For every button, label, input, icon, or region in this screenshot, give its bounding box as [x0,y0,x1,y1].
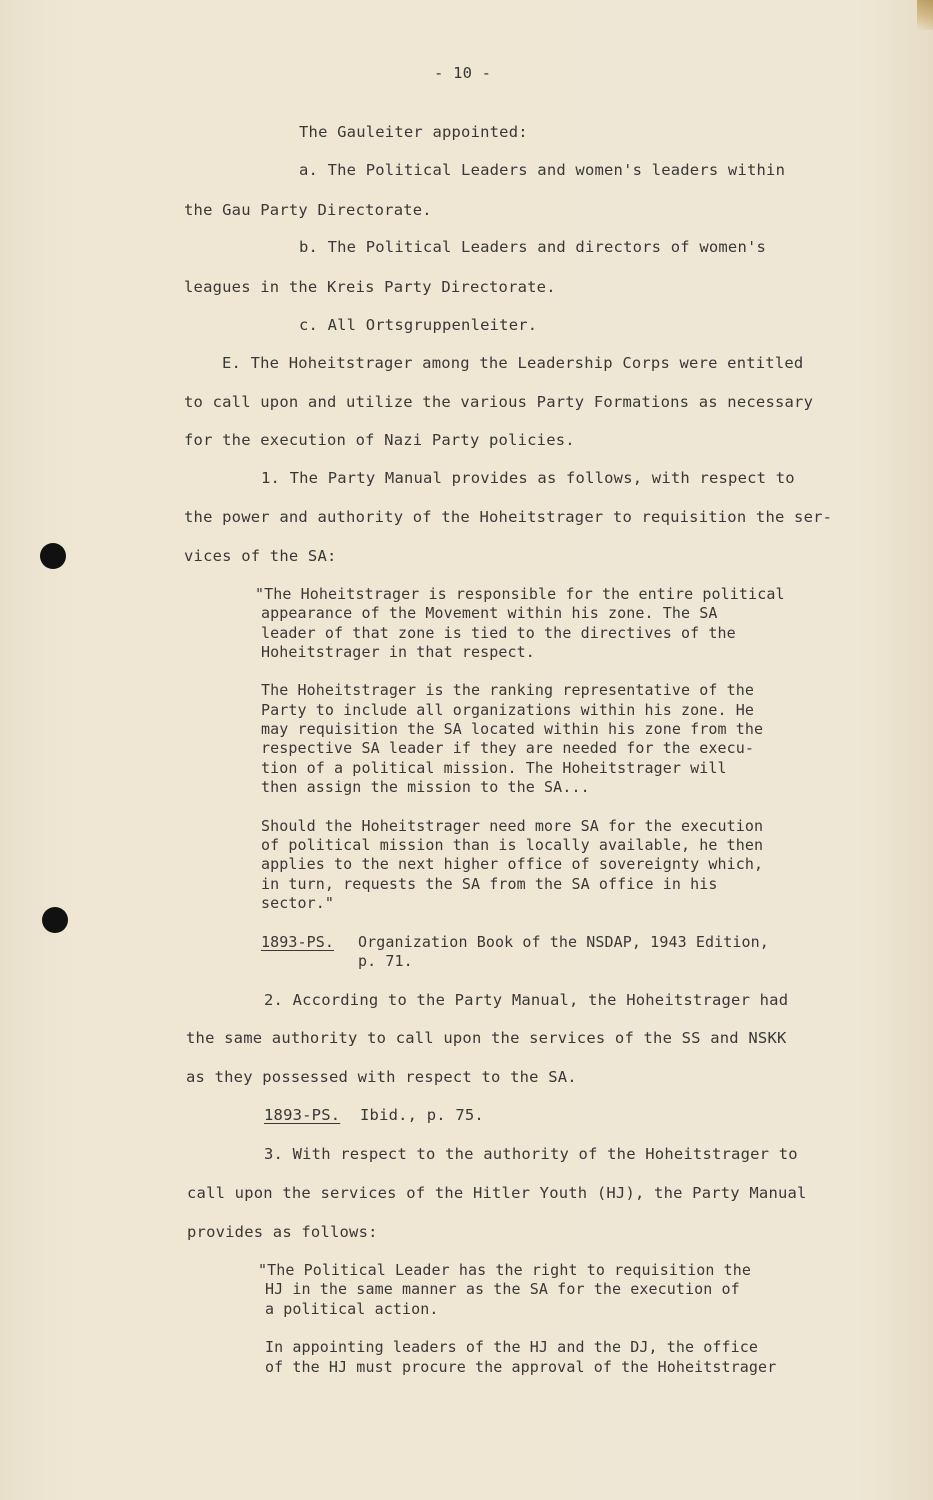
text-line: a. The Political Leaders and women's leaders within [299,161,786,179]
text-line: c. All Ortsgruppenleiter. [299,316,538,334]
text-line: The Gauleiter appointed: [299,123,528,141]
quote-line: Hoheitstrager in that respect. [261,643,535,661]
quote-line: respective SA leader if they are needed for the execu- [261,739,755,757]
text-line: vices of the SA: [184,547,337,565]
citation-ref: 1893-PS. [264,1106,341,1124]
punch-hole [40,543,66,569]
citation-text: Organization Book of the NSDAP, 1943 Edition, [358,933,769,951]
text-line: the Gau Party Directorate. [184,201,432,219]
quote-line: in turn, requests the SA from the SA office in his [261,875,718,893]
quote-line: sector." [261,894,335,912]
text-line: leagues in the Kreis Party Directorate. [184,278,556,296]
quote-line: appearance of the Movement within his zone. The SA [261,604,718,622]
quote-line: Party to include all organizations within his zone. He [261,701,755,719]
citation-text: Ibid., p. 75. [360,1106,484,1124]
quote-line: The Hoheitstrager is the ranking representative of the [261,681,755,699]
quote-line: HJ in the same manner as the SA for the execution of [265,1280,740,1298]
punch-hole [42,907,68,933]
quote-line: tion of a political mission. The Hoheitstrager will [261,759,727,777]
text-line: the power and authority of the Hoheitstrager to requisition the ser- [184,508,833,526]
citation-text: p. 71. [358,952,413,970]
quote-line: In appointing leaders of the HJ and the DJ, the office [265,1338,759,1356]
text-line: the same authority to call upon the services of the SS and NSKK [186,1029,787,1047]
quote-line: of the HJ must procure the approval of the Hoheitstrager [265,1358,777,1376]
text-line: call upon the services of the Hitler Youth (HJ), the Party Manual [187,1184,807,1202]
text-line: as they possessed with respect to the SA. [186,1068,577,1086]
quote-line: applies to the next higher office of sovereignty which, [261,855,764,873]
text-line: 3. With respect to the authority of the Hoheitstrager to [264,1145,798,1163]
text-line: b. The Political Leaders and directors of women's [299,238,767,256]
page-corner-shadow [917,0,933,30]
quote-line: leader of that zone is tied to the directives of the [261,624,736,642]
quote-line: may requisition the SA located within his zone from the [261,720,764,738]
text-line: provides as follows: [187,1223,378,1241]
quote-line: Should the Hoheitstrager need more SA for the execution [261,817,764,835]
page-number: - 10 - [434,64,492,82]
quote-line: "The Hoheitstrager is responsible for the entire political [255,585,785,603]
text-line: 2. According to the Party Manual, the Hoheitstrager had [264,991,789,1009]
citation-ref: 1893-PS. [261,933,335,951]
quote-line: of political mission than is locally available, he then [261,836,764,854]
text-line: 1. The Party Manual provides as follows, with respect to [261,469,795,487]
text-line: to call upon and utilize the various Party Formations as necessary [184,393,814,411]
text-line: E. The Hoheitstrager among the Leadership Corps were entitled [222,354,804,372]
text-line: for the execution of Nazi Party policies. [184,431,575,449]
quote-line: "The Political Leader has the right to requisition the [258,1261,752,1279]
quote-line: then assign the mission to the SA... [261,778,590,796]
quote-line: a political action. [265,1300,439,1318]
